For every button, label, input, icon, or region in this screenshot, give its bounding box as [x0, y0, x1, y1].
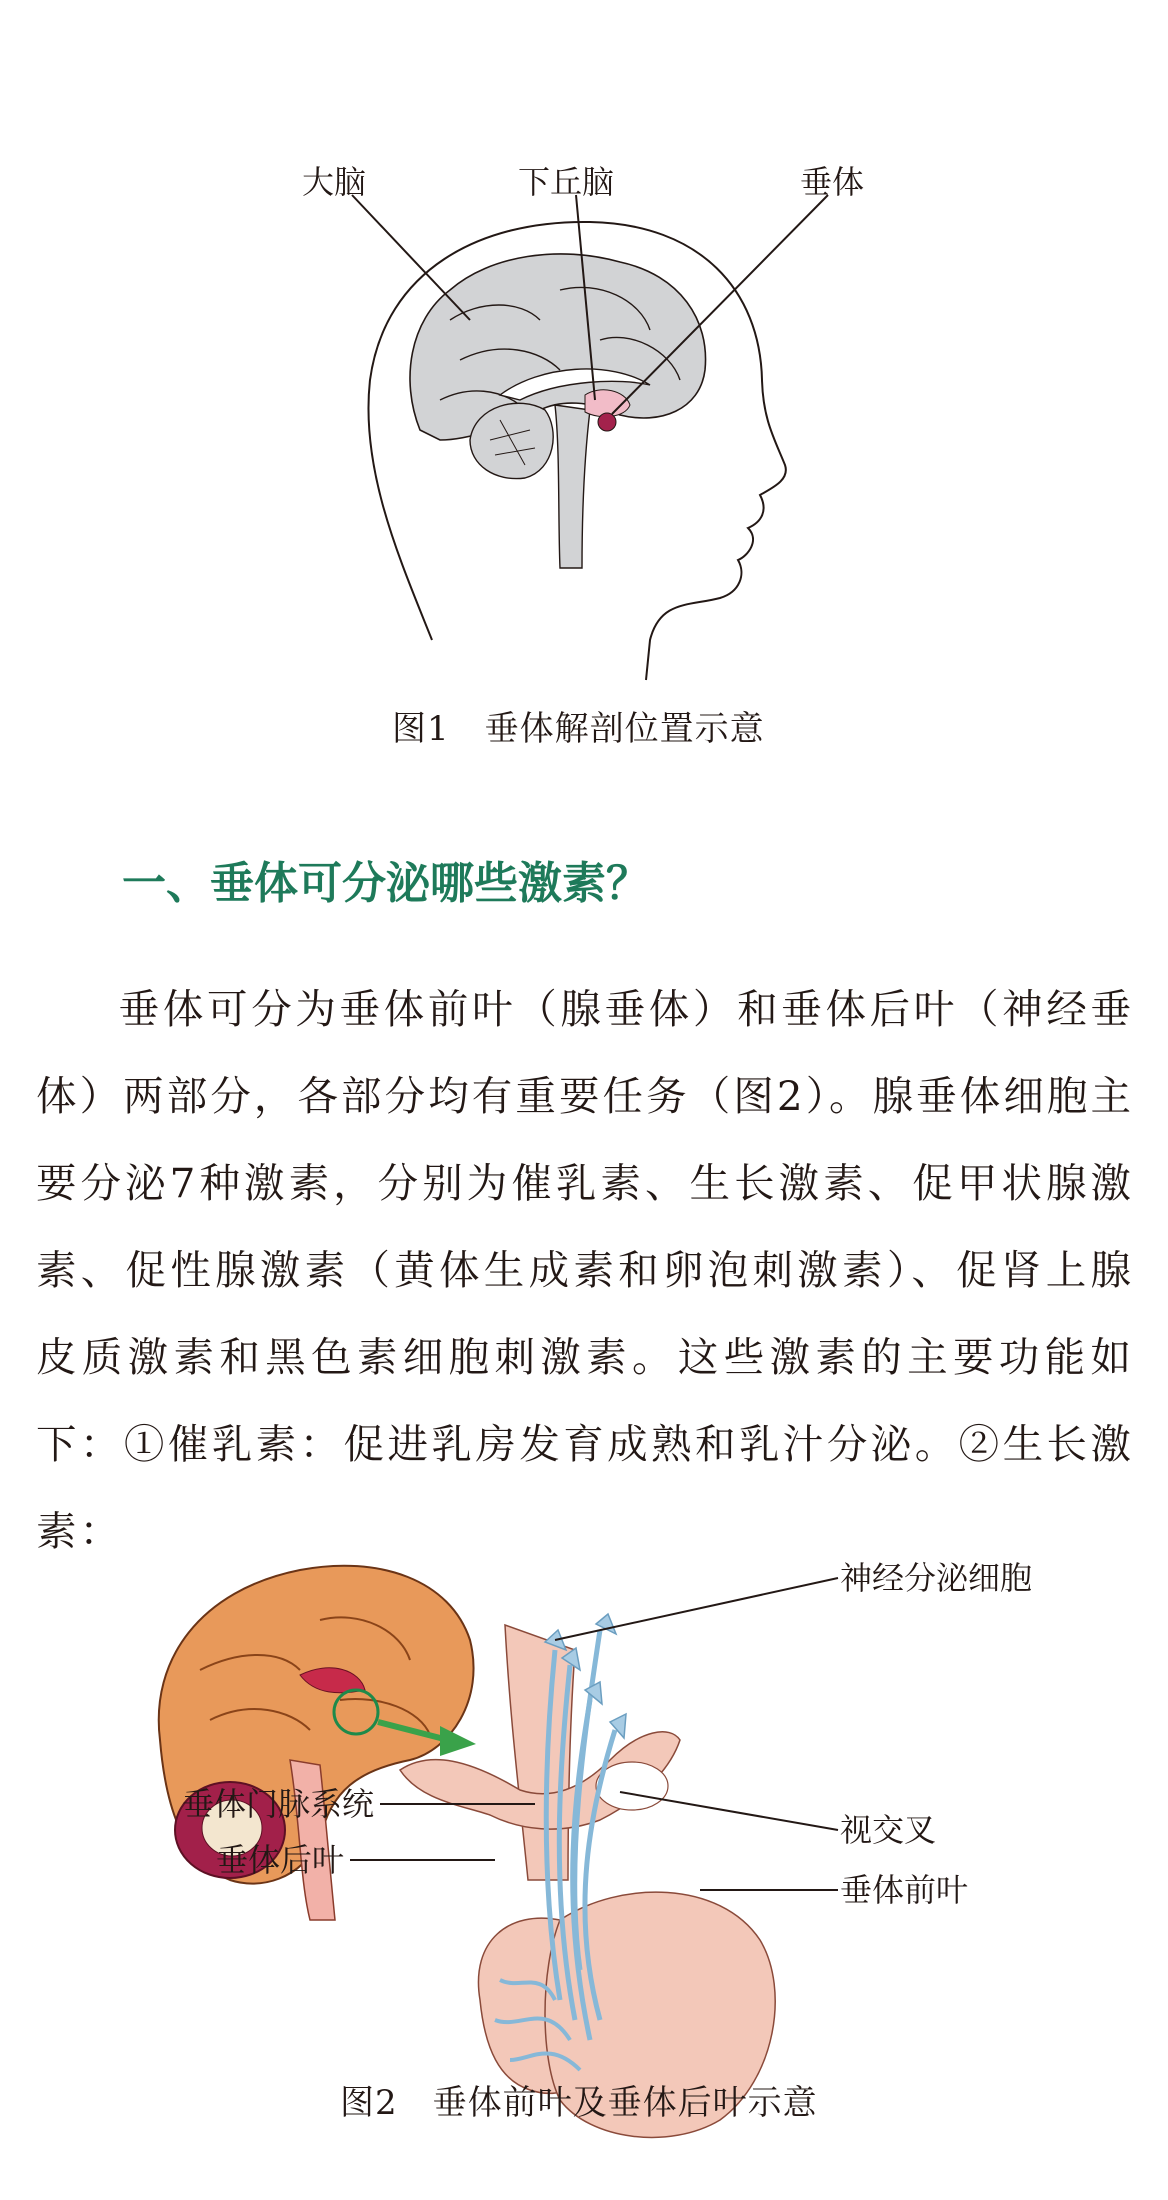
body-paragraph	[36, 966, 1134, 1575]
figure-2-caption: 图2 垂体前叶及垂体后叶示意	[340, 2083, 818, 2123]
paragraph-text: 垂体可分为垂体前叶（腺垂体）和垂体后叶（神经垂体）两部分，各部分均有重要任务（图2）。腺垂体细胞主要分泌7种激素，分别为催乳素、生长激素、促甲状腺激素、促性腺激素（黄体生成素和卵泡刺激素）、促肾上腺皮质激素和黑色素细胞刺激素。这些激素的主要功能如下：①催乳素：促进乳房发育成熟和乳汁分泌。②生长激素：	[36, 985, 1134, 1555]
head-brain-illustration	[0, 0, 1168, 700]
label-hypothalamus: 下丘脑	[518, 163, 615, 201]
section-heading: 一、垂体可分泌哪些激素？	[122, 858, 650, 909]
label-pituitary: 垂体	[800, 163, 865, 201]
label-portal-system: 垂体门脉系统	[182, 1785, 375, 1823]
brainstem	[555, 405, 590, 568]
figure-1-caption: 图1 垂体解剖位置示意	[392, 709, 765, 749]
label-neurosecretory-cells: 神经分泌细胞	[840, 1559, 1033, 1597]
pituitary-gland	[598, 413, 616, 431]
label-cerebrum: 大脑	[302, 163, 367, 201]
label-posterior-lobe: 垂体后叶	[216, 1841, 345, 1879]
label-optic-chiasm: 视交叉	[840, 1811, 937, 1849]
label-anterior-lobe: 垂体前叶	[840, 1871, 969, 1909]
